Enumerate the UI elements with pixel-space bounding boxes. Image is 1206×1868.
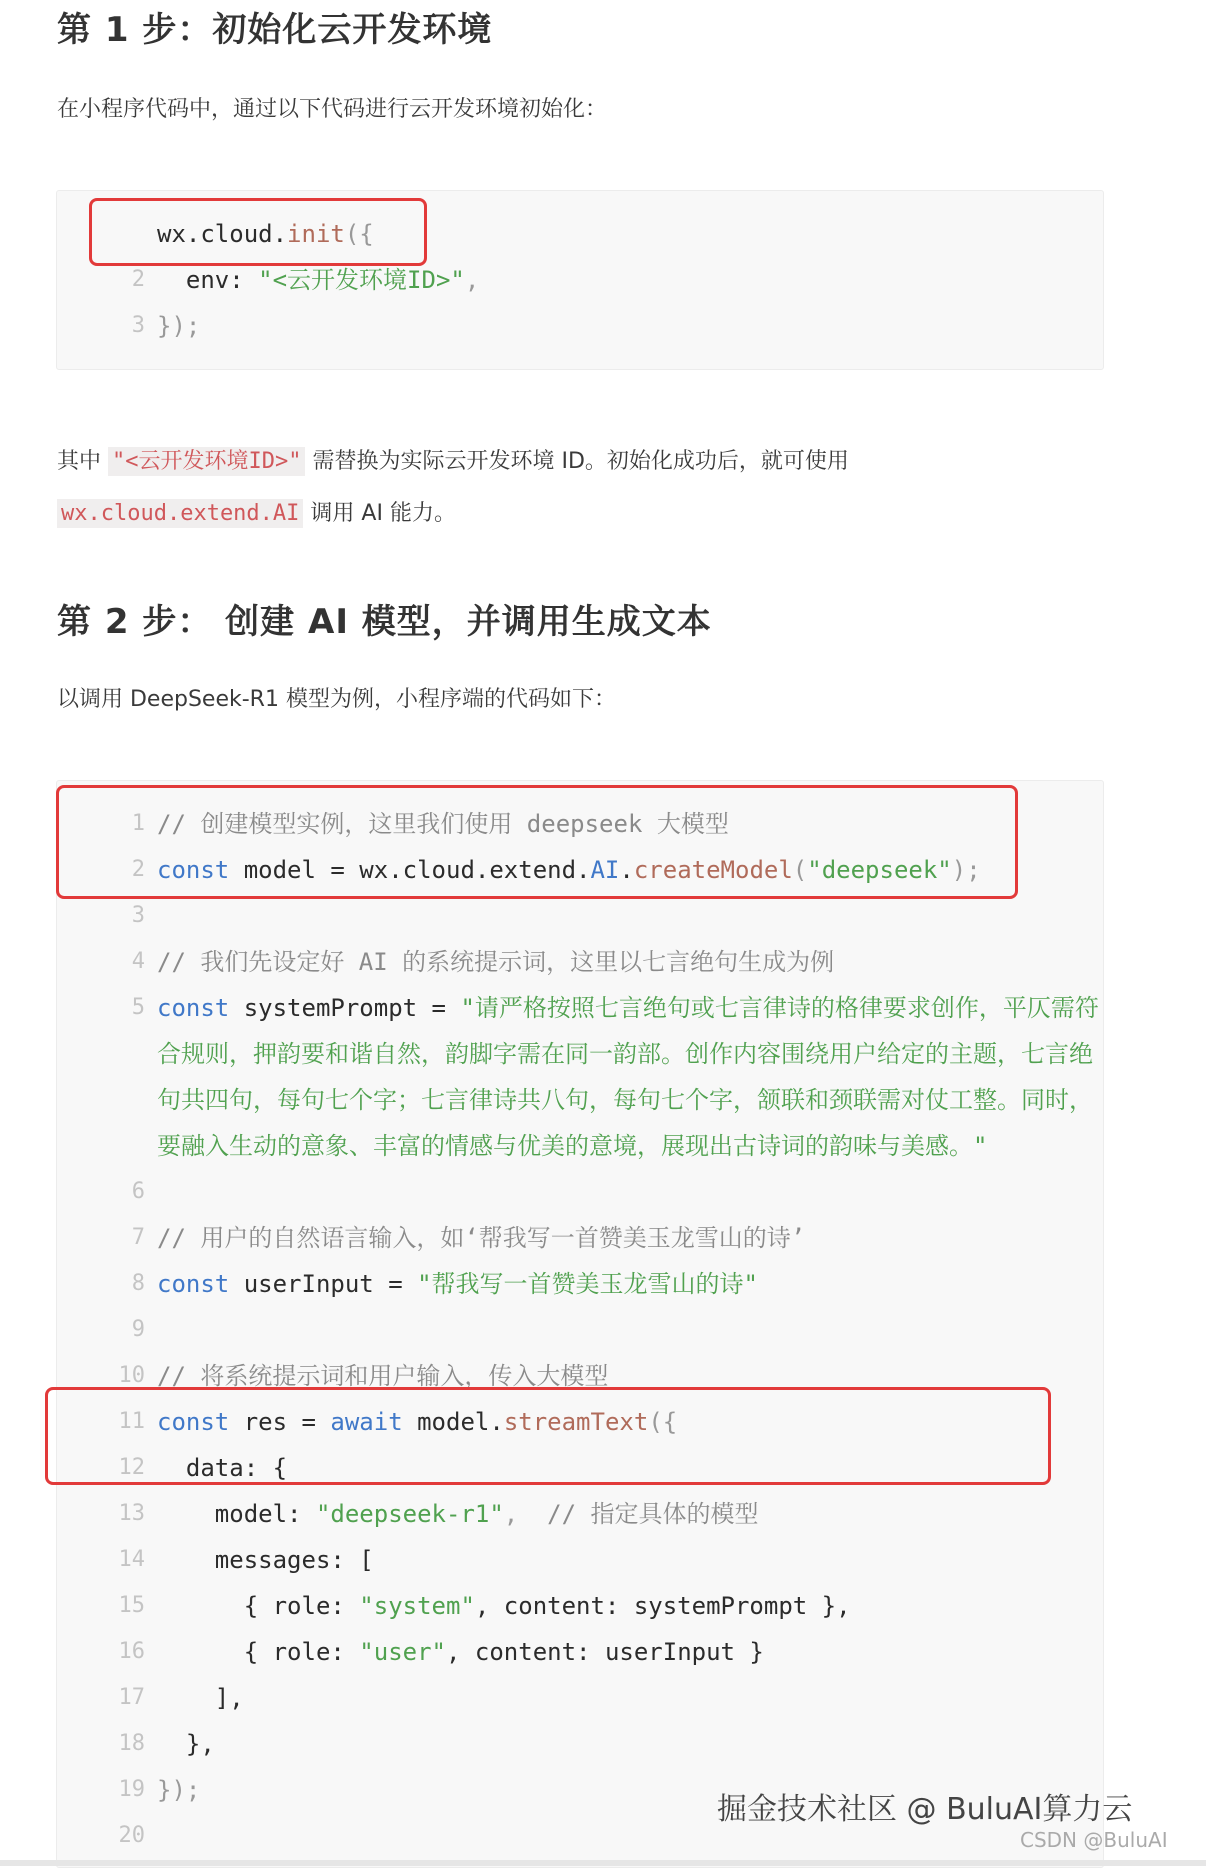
line-number: 17 (118, 1685, 145, 1710)
step1-intro: 在小程序代码中，通过以下代码进行云开发环境初始化： (57, 97, 608, 122)
note-code-envid: "<云开发环境ID>" (108, 447, 305, 476)
code-token: "deepseek-r1" (315, 1500, 504, 1528)
line-number: 13 (118, 1501, 145, 1526)
code-token: systemPrompt = (243, 994, 461, 1022)
code-block-deepseek (56, 780, 1104, 1868)
code-token: 合规则，押韵要和谐自然，韵脚字需在同一韵部。创作内容围绕用户给定的主题，七言绝 (157, 1040, 1093, 1068)
line-number: 19 (118, 1777, 145, 1802)
code-text (157, 985, 1099, 1031)
line-number: 7 (131, 1225, 145, 1250)
code-token: { role: (157, 1638, 360, 1666)
code-token: model: (157, 1500, 316, 1528)
note-prefix: 其中 (57, 449, 108, 474)
line-number: 6 (131, 1179, 145, 1204)
code-token: model = wx.cloud.extend. (243, 856, 591, 884)
step1-note2 (57, 496, 456, 527)
code-token: ); (951, 856, 981, 884)
line-number: 11 (118, 1409, 145, 1434)
line-number: 8 (131, 1271, 145, 1296)
code-token: "deepseek" (807, 856, 952, 884)
line-number: 10 (118, 1363, 145, 1388)
line-number: 3 (131, 903, 145, 928)
code-token: 句共四句，每句七个字；七言律诗共八句，每句七个字，颔联和颈联需对仗工整。同时， (157, 1086, 1093, 1114)
code-token: // 用户的自然语言输入，如‘帮我写一首赞美玉龙雪山的诗’ (157, 1224, 806, 1252)
line-number: 15 (118, 1593, 145, 1618)
code-text (157, 1491, 759, 1537)
line-number: 9 (131, 1317, 145, 1342)
code-token: 要融入生动的意象、丰富的情感与优美的意境，展现出古诗词的韵味与美感。" (157, 1132, 988, 1160)
code-text (157, 303, 200, 349)
line-number: 3 (131, 313, 145, 338)
code-token: env: (157, 266, 259, 294)
code-token: data: { (157, 1454, 288, 1482)
bottom-divider (0, 1860, 1206, 1866)
code-token: }); (157, 312, 201, 340)
code-token: // 将系统提示词和用户输入，传入大模型 (157, 1362, 609, 1390)
code-token: , (464, 266, 480, 294)
code-text (157, 1629, 764, 1675)
line-number: 14 (118, 1547, 145, 1572)
code-token: ( (792, 856, 808, 884)
highlight-box-init (89, 198, 427, 266)
watermark-juejin: 掘金技术社区 @ BuluAI算力云 (717, 1792, 1133, 1827)
code-token: // 我们先设定好 AI 的系统提示词，这里以七言绝句生成为例 (157, 948, 835, 976)
code-token: // 指定具体的模型 (547, 1500, 759, 1528)
code-token: "user" (359, 1638, 446, 1666)
code-token: }); (157, 1776, 201, 1804)
line-number: 5 (131, 995, 145, 1020)
line-number: 16 (118, 1639, 145, 1664)
highlight-box-createmodel (56, 785, 1018, 899)
code-token: res = (243, 1408, 331, 1436)
line-number: 2 (131, 267, 145, 292)
code-token: const (157, 1270, 244, 1298)
line-number: 18 (118, 1731, 145, 1756)
code-token: wx.cloud. (157, 220, 288, 248)
step2-intro: 以调用 DeepSeek-R1 模型为例，小程序端的代码如下： (57, 687, 616, 712)
note-code-ai: wx.cloud.extend.AI (57, 499, 303, 528)
code-token: , (503, 1500, 548, 1528)
code-token: "帮我写一首赞美玉龙雪山的诗" (417, 1270, 758, 1298)
code-text (157, 1767, 200, 1813)
line-number: 4 (131, 949, 145, 974)
code-token: . (619, 856, 634, 884)
code-token: model. (417, 1408, 504, 1436)
code-token: "system" (359, 1592, 475, 1620)
code-token: const (157, 994, 244, 1022)
code-text (157, 1215, 805, 1261)
code-token: AI (590, 856, 620, 884)
line-number: 1 (131, 811, 145, 836)
step1-title: 第 1 步：初始化云开发环境 (57, 10, 493, 50)
code-text (157, 1537, 374, 1583)
note2-suffix: 调用 AI 能力。 (303, 501, 456, 526)
line-number: 2 (131, 857, 145, 882)
code-text (157, 1721, 215, 1767)
code-token: , content: systemPrompt }, (474, 1592, 851, 1620)
line-number: 12 (118, 1455, 145, 1480)
code-text (157, 1077, 1093, 1123)
code-token: "请严格按照七言绝句或七言律诗的格律要求创作，平仄需符 (460, 994, 1099, 1022)
code-text (157, 1583, 851, 1629)
code-token: init (287, 220, 345, 248)
step1-note (57, 444, 849, 475)
code-token: ({ (344, 220, 374, 248)
highlight-box-streamtext (45, 1387, 1051, 1485)
code-token: }, (157, 1730, 215, 1758)
code-text (157, 1123, 987, 1169)
code-token: userInput = (243, 1270, 418, 1298)
code-token: await (330, 1408, 418, 1436)
code-token: "<云开发环境ID>" (258, 266, 465, 294)
note-suffix: 需替换为实际云开发环境 ID。初始化成功后，就可使用 (305, 449, 849, 474)
code-text (157, 1675, 244, 1721)
code-token: // 创建模型实例，这里我们使用 deepseek 大模型 (157, 810, 729, 838)
code-token: streamText (503, 1408, 649, 1436)
code-token: , content: userInput } (446, 1638, 764, 1666)
code-text (157, 939, 834, 985)
code-text (157, 1031, 1093, 1077)
code-token: const (157, 856, 244, 884)
code-token: ({ (648, 1408, 678, 1436)
code-token: messages: [ (157, 1546, 374, 1574)
code-token: const (157, 1408, 244, 1436)
step2-title: 第 2 步： 创建 AI 模型，并调用生成文本 (57, 602, 712, 642)
line-number: 20 (118, 1823, 145, 1848)
code-text (157, 1261, 758, 1307)
code-token: createModel (633, 856, 793, 884)
code-token: { role: (157, 1592, 360, 1620)
code-token: ], (157, 1684, 244, 1712)
watermark-csdn: CSDN @BuluAI (1020, 1828, 1168, 1852)
